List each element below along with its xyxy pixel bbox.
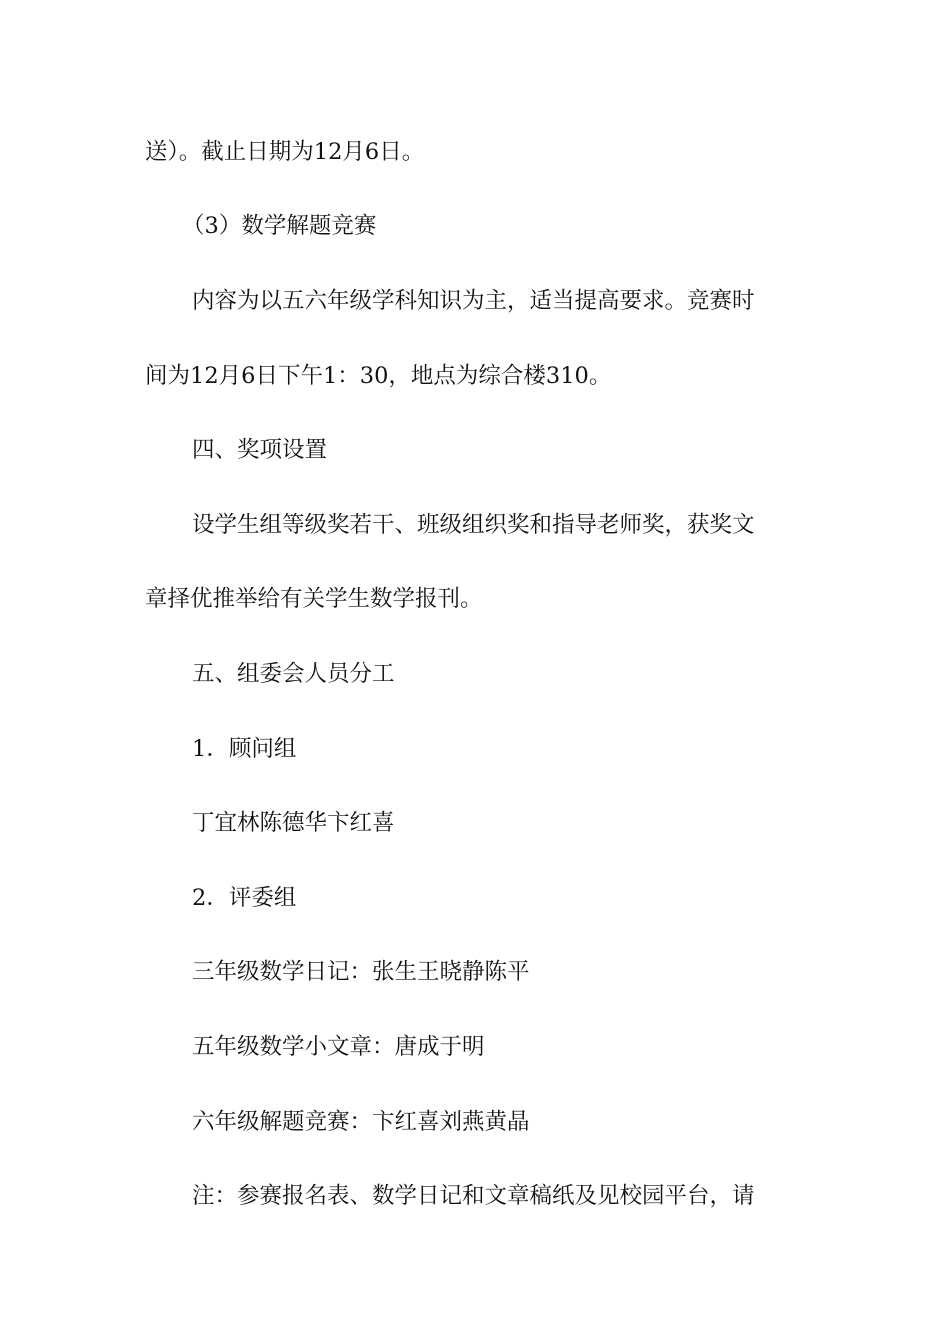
subheading-math-problem-competition: （3）数学解题竞赛 — [182, 213, 377, 239]
paragraph-competition-time-place: 间为12月6日下午1：30，地点为综合楼310。 — [145, 363, 612, 389]
subheading-advisory-group: 1．顾问组 — [192, 736, 297, 762]
advisory-members: 丁宜林陈德华卞红喜 — [192, 810, 395, 836]
judges-grade-three: 三年级数学日记：张生王晓静陈平 — [192, 959, 530, 985]
judges-grade-six: 六年级解题竞赛：卞红喜刘燕黄晶 — [192, 1109, 530, 1135]
paragraph-awards: 设学生组等级奖若干、班级组织奖和指导老师奖，获奖文 — [192, 512, 755, 538]
note-paragraph: 注：参赛报名表、数学日记和文章稿纸及见校园平台，请 — [192, 1183, 755, 1209]
subheading-judges-group: 2．评委组 — [192, 885, 297, 911]
paragraph-competition-content: 内容为以五六年级学科知识为主，适当提高要求。竞赛时 — [192, 288, 755, 314]
judges-grade-five: 五年级数学小文章：唐成于明 — [192, 1034, 485, 1060]
heading-committee-division: 五、组委会人员分工 — [192, 661, 395, 687]
paragraph-deadline-continuation: 送）。截止日期为12月6日。 — [145, 139, 425, 165]
heading-award-settings: 四、奖项设置 — [192, 437, 328, 463]
paragraph-awards-continuation: 章择优推举给有关学生数学报刊。 — [145, 586, 483, 612]
